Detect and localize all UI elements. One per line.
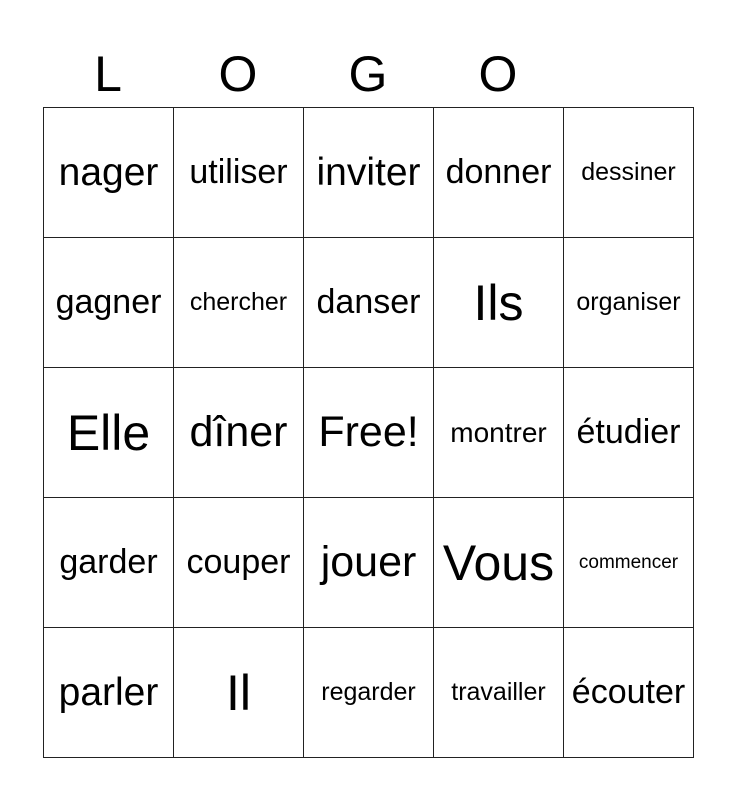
bingo-cell[interactable]: regarder	[304, 628, 434, 758]
bingo-cell[interactable]: étudier	[564, 368, 694, 498]
bingo-cell[interactable]: écouter	[564, 628, 694, 758]
header-letter-1: L	[94, 46, 122, 102]
bingo-cell[interactable]: utiliser	[174, 108, 304, 238]
bingo-cell[interactable]: Vous	[434, 498, 564, 628]
header-letter-2: O	[218, 46, 258, 102]
bingo-cell[interactable]: donner	[434, 108, 564, 238]
bingo-cell[interactable]: chercher	[174, 238, 304, 368]
card-header	[43, 44, 693, 104]
grid-row	[44, 108, 694, 238]
grid-row	[44, 368, 694, 498]
bingo-cell[interactable]: montrer	[434, 368, 564, 498]
header-letter-3: G	[348, 46, 388, 102]
bingo-cell[interactable]: dîner	[174, 368, 304, 498]
bingo-grid	[43, 107, 694, 758]
bingo-cell[interactable]: inviter	[304, 108, 434, 238]
bingo-cell[interactable]: jouer	[304, 498, 434, 628]
bingo-cell[interactable]: Ils	[434, 238, 564, 368]
bingo-cell[interactable]: Il	[174, 628, 304, 758]
bingo-cell[interactable]: dessiner	[564, 108, 694, 238]
free-space-cell: Free!	[304, 368, 434, 498]
bingo-cell[interactable]: travailler	[434, 628, 564, 758]
bingo-cell[interactable]: couper	[174, 498, 304, 628]
bingo-cell[interactable]: commencer	[564, 498, 694, 628]
bingo-cell[interactable]: nager	[44, 108, 174, 238]
grid-row	[44, 238, 694, 368]
bingo-cell[interactable]: Elle	[44, 368, 174, 498]
grid-row	[44, 628, 694, 758]
header-letter-4: O	[478, 46, 518, 102]
bingo-cell[interactable]: parler	[44, 628, 174, 758]
bingo-cell[interactable]: gagner	[44, 238, 174, 368]
bingo-cell[interactable]: danser	[304, 238, 434, 368]
bingo-cell[interactable]: organiser	[564, 238, 694, 368]
bingo-cell[interactable]: garder	[44, 498, 174, 628]
grid-row	[44, 498, 694, 628]
